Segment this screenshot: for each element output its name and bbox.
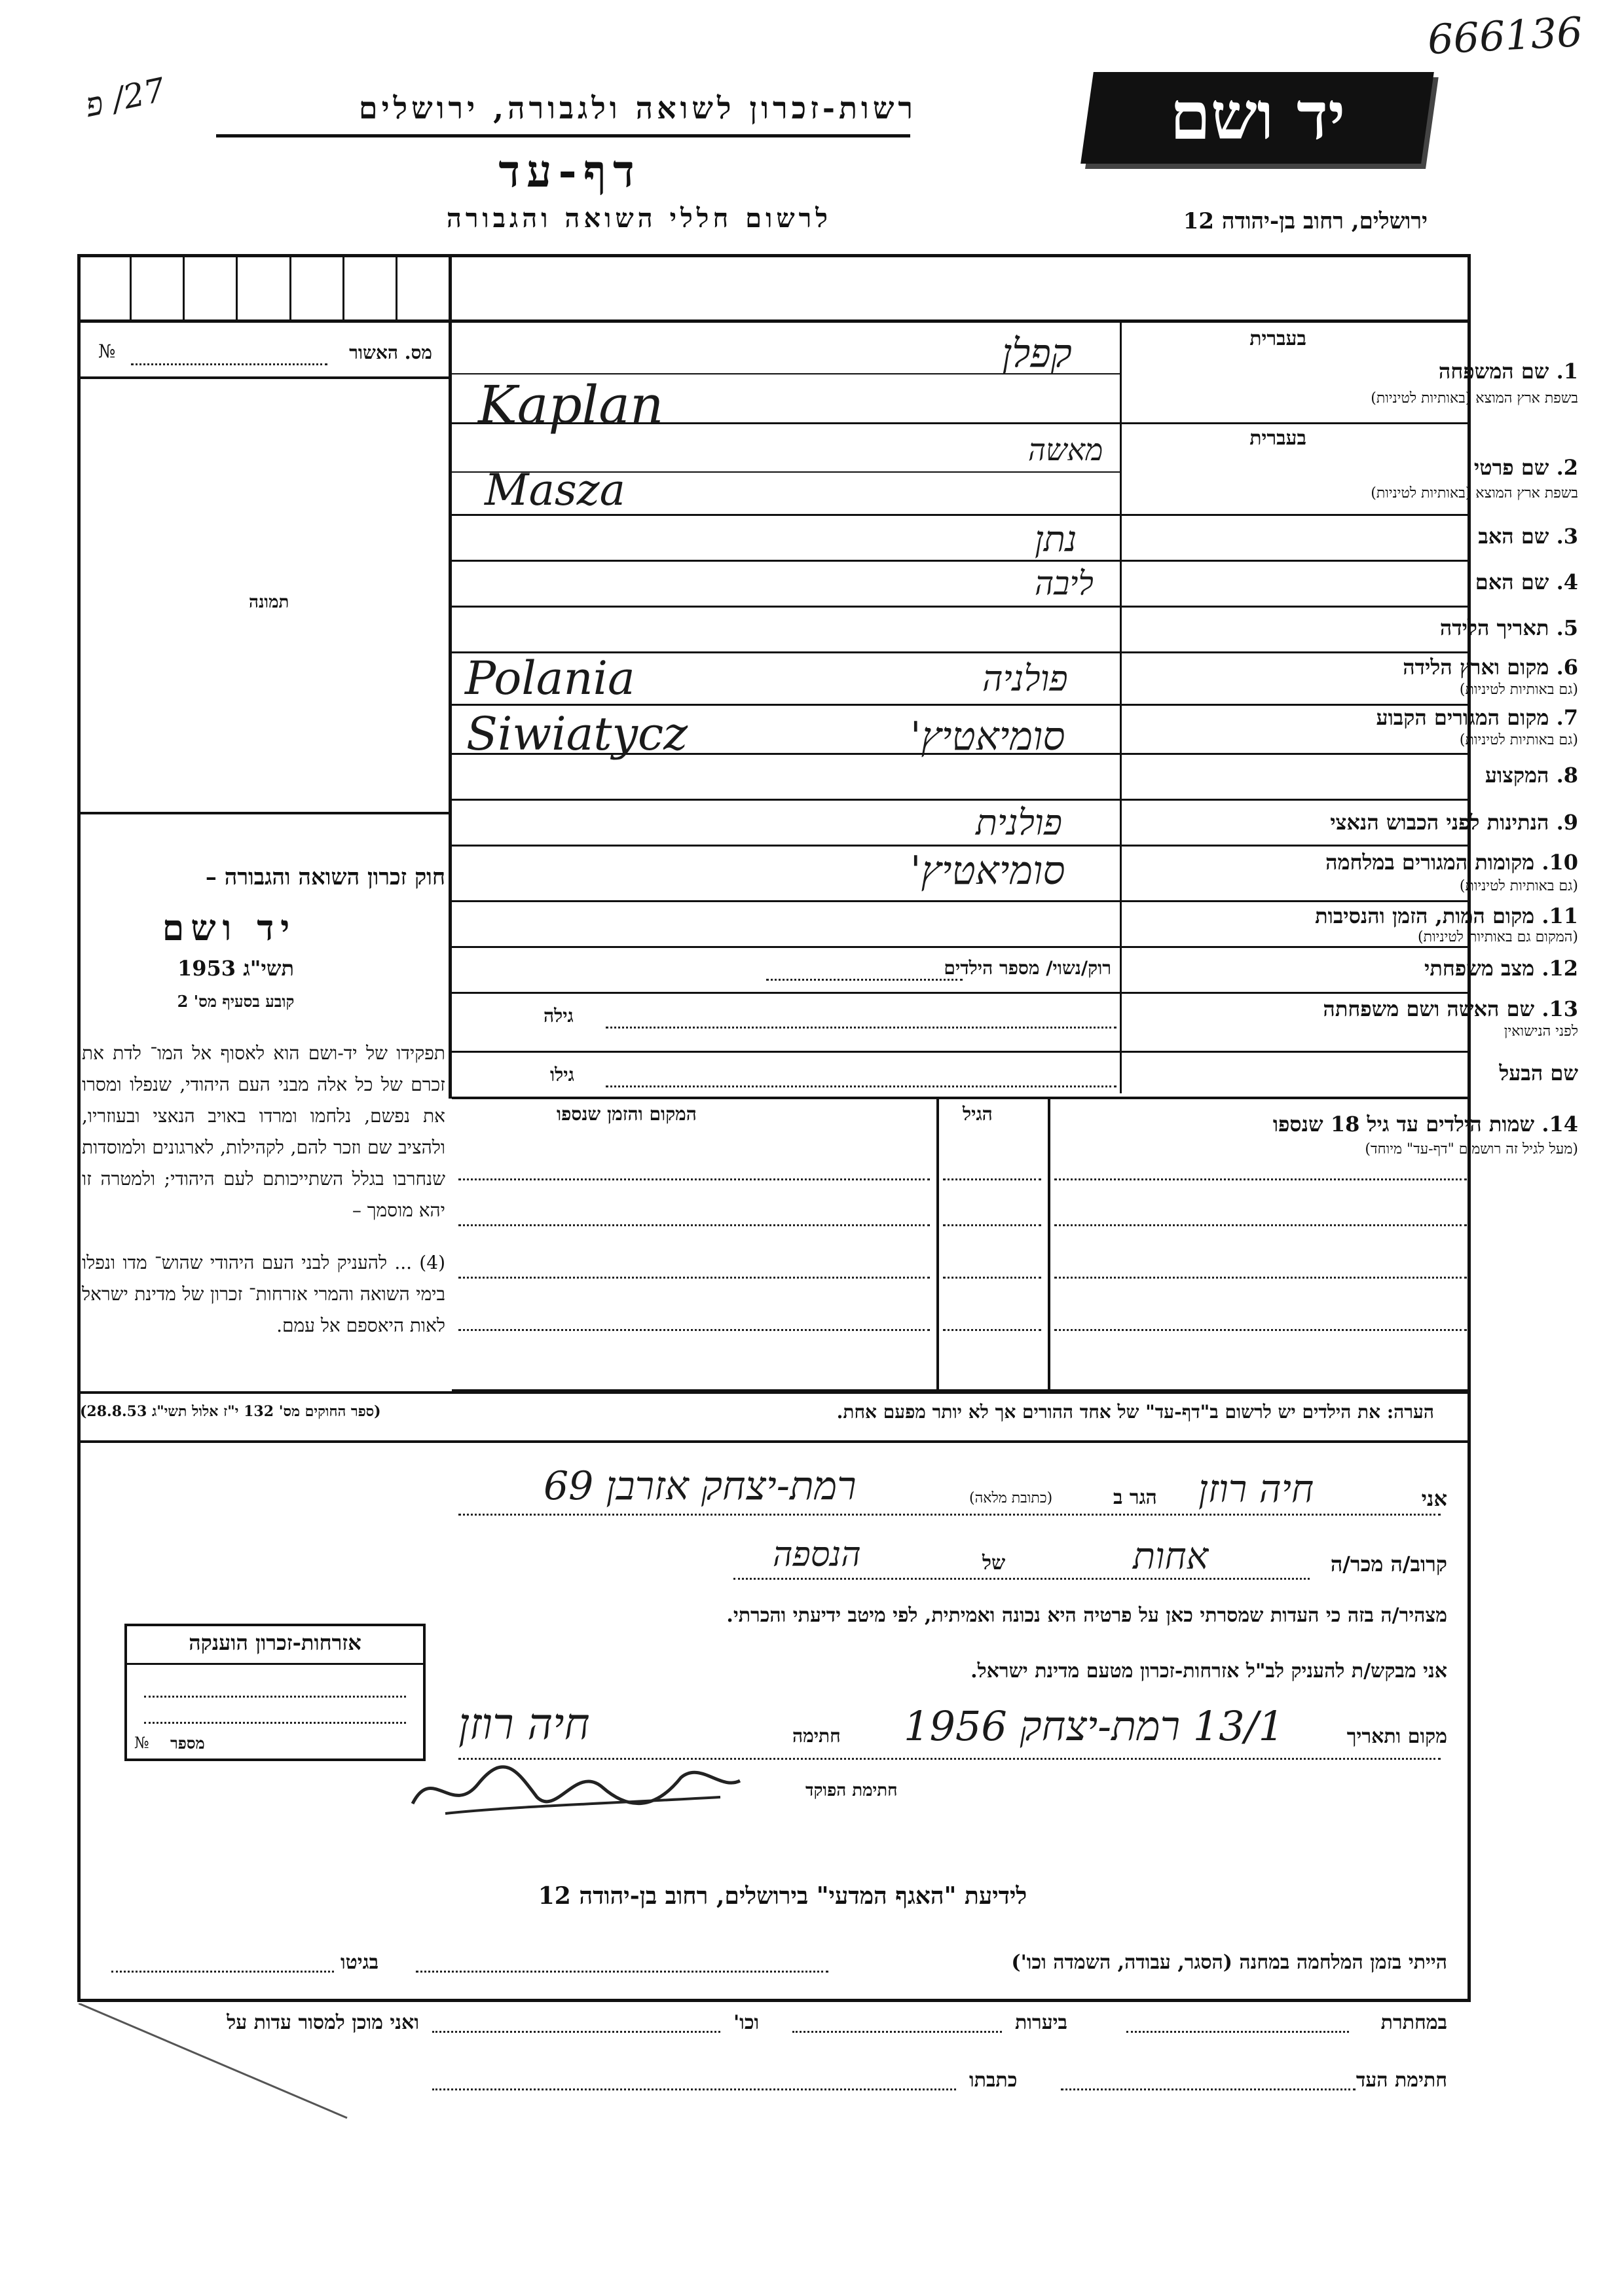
f13-num: 13. bbox=[1541, 996, 1578, 1021]
note-text: הערה: את הילדים יש לרשום ב"דף-עד" של אחד ההורים אך לא יותר מפעם אחת. bbox=[836, 1401, 1434, 1423]
decl-place-date-label: מקום ותאריך bbox=[1346, 1725, 1447, 1748]
children-col2 bbox=[936, 1099, 939, 1390]
row11-line bbox=[452, 946, 1471, 948]
children-row-3-age[interactable] bbox=[943, 1277, 1041, 1279]
f8-label-text: המקצוע bbox=[1485, 763, 1549, 788]
f12-value[interactable]: רוק/נשוי/ מספר הילדים bbox=[944, 957, 1111, 979]
witness-sig-field[interactable] bbox=[1061, 2088, 1356, 2090]
bottom-address-label: כתבתו bbox=[969, 2069, 1018, 2092]
f13-sub: לפני הנישואין bbox=[1504, 1023, 1578, 1040]
bottom-underground-label: במחתרת bbox=[1380, 2011, 1447, 2034]
bottom-witness-sig-label: חתימת העד bbox=[1356, 2069, 1447, 2092]
children-row-4-place[interactable] bbox=[458, 1329, 930, 1331]
f5-num: 5. bbox=[1556, 615, 1578, 640]
f13-label bbox=[1323, 996, 1578, 1021]
photo-label: תמונה bbox=[249, 592, 289, 612]
col-place-header: המקום והזמן שנספו bbox=[557, 1103, 697, 1125]
f2-sub: בשפת ארץ המוצא (באותיות לטיניות) bbox=[1371, 485, 1578, 501]
f6-label-text: מקום וארץ הלידה bbox=[1403, 655, 1549, 680]
officer-signature bbox=[406, 1751, 747, 1823]
children-row-1-age[interactable] bbox=[943, 1178, 1041, 1180]
bottom-camp-line: הייתי בזמן המלחמה במחנה (הסגר, עבודה, השמדה וכו') bbox=[1011, 1951, 1447, 1974]
row4-line bbox=[452, 606, 1471, 608]
f9-label-text: הנתינות לפני הכבוש הנאצי bbox=[1330, 810, 1549, 835]
citizenship-number-label: מספר bbox=[170, 1734, 205, 1753]
decl-place-date-value[interactable]: 13/1 רמת-יצחק 1956 bbox=[904, 1702, 1285, 1750]
archive-number: 666136 bbox=[1426, 7, 1584, 64]
citizenship-title-line bbox=[124, 1663, 426, 1665]
f1-hebrew-value[interactable]: קפלן bbox=[1002, 331, 1072, 376]
children-row-3-place[interactable] bbox=[458, 1277, 930, 1279]
f10-value[interactable]: סומיאטיץ' bbox=[910, 848, 1065, 894]
approval-no-sign: № bbox=[98, 340, 116, 362]
row-husband-line bbox=[452, 1097, 1471, 1099]
row9-line bbox=[452, 845, 1471, 847]
f12-label bbox=[1424, 956, 1578, 981]
f9-num: 9. bbox=[1556, 810, 1578, 835]
children-table-bottom bbox=[452, 1389, 1471, 1392]
etc-field[interactable] bbox=[432, 2031, 720, 2033]
f10-sub: (גם באותיות לטיניות) bbox=[1459, 878, 1578, 894]
authority-name: רשות-זכרון לשואה ולגבורה, ירושלים bbox=[358, 90, 917, 126]
f4-label-text: שם האם bbox=[1475, 570, 1549, 594]
bottom-etc-label: וכו' bbox=[733, 2011, 760, 2034]
decl-officer-label: חתימת הפוקד bbox=[805, 1781, 898, 1800]
children-col1 bbox=[1048, 1099, 1050, 1390]
f7-label bbox=[1376, 705, 1578, 730]
f1-label bbox=[1439, 359, 1578, 384]
f10-num: 10. bbox=[1541, 850, 1578, 875]
label-column-divider bbox=[1120, 321, 1122, 1093]
citizenship-no-sign: № bbox=[134, 1734, 149, 1752]
col-age-header: הגיל bbox=[963, 1103, 993, 1125]
f4-num: 4. bbox=[1556, 570, 1578, 594]
f4-label bbox=[1475, 570, 1578, 594]
f2-label-text: שם פרטי bbox=[1473, 455, 1549, 480]
f2-sub-top: בעברית bbox=[1249, 427, 1306, 450]
f9-value[interactable]: פולנית bbox=[976, 802, 1063, 843]
f4-value[interactable]: ליבה bbox=[1035, 564, 1094, 602]
photo-bottom-line bbox=[77, 812, 451, 814]
f7-hebrew-value[interactable]: סומיאטיץ' bbox=[910, 714, 1065, 759]
f5-label-text: תאריך הלידה bbox=[1439, 615, 1549, 640]
f3-num: 3. bbox=[1556, 524, 1578, 549]
law-title: חוק זכרון השואה והגבורה – bbox=[205, 864, 445, 890]
decl-name-value[interactable]: חיה רוזן bbox=[1198, 1467, 1314, 1511]
decl-statement: מצהיר/ה בזה כי העדות שמסרתי כאן על פרטיה היא נכונה ואמיתית, לפי מיטב ידיעתי והכרתי. bbox=[726, 1604, 1447, 1627]
photo-area bbox=[79, 379, 449, 811]
f11-label bbox=[1315, 903, 1578, 928]
f8-label bbox=[1485, 763, 1578, 788]
law-source: (ספר החוקים מס' 132 י"ז אלול תשי"ג 28.8.53) bbox=[80, 1403, 381, 1420]
f6-latin-value[interactable]: Polania bbox=[465, 651, 635, 705]
decl-request: אני מבקש/ת להעניק לב"ל אזרחות-זכרון מטעם מדינת ישראל. bbox=[970, 1660, 1447, 1683]
f2-latin-value[interactable]: Masza bbox=[485, 465, 625, 515]
authority-underline bbox=[216, 134, 910, 137]
camp-field[interactable] bbox=[416, 1971, 828, 1973]
f2-label bbox=[1474, 455, 1578, 480]
f7-num: 7. bbox=[1556, 705, 1578, 730]
decl-deceased-value[interactable]: הנספה bbox=[773, 1535, 861, 1575]
children-row-1-name[interactable] bbox=[1054, 1178, 1467, 1180]
children-row-4-name[interactable] bbox=[1054, 1329, 1467, 1331]
f6-hebrew-value[interactable]: פולניה bbox=[982, 658, 1068, 699]
law-text-2: (4) ... להעניק לבני העם היהודי שהוש־ מדו ונפלו בימי השואה והמרי אזרחות־ זכרון של מדינת ישראל לאות היאספם אל עמם. bbox=[82, 1252, 445, 1336]
f8-num: 8. bbox=[1556, 763, 1578, 788]
f11-label-text: מקום המות, הזמן והנסיבות bbox=[1315, 903, 1535, 928]
decl-line-1 bbox=[458, 1514, 1441, 1516]
decl-signature-label: חתימה bbox=[792, 1725, 841, 1747]
f12-num: 12. bbox=[1541, 956, 1578, 981]
decl-relation-value[interactable]: אחות bbox=[1133, 1535, 1209, 1578]
row12-line bbox=[452, 992, 1471, 994]
top-strip-divider bbox=[449, 254, 452, 1099]
f11-sub: (המקום גם באותיות לטיניות) bbox=[1418, 929, 1578, 945]
f1-latin-value[interactable]: Kaplan bbox=[478, 374, 664, 435]
f6-sub: (גם באותיות לטיניות) bbox=[1459, 682, 1578, 698]
f6-num: 6. bbox=[1556, 655, 1578, 680]
f14-sub: (מעל לגיל זה רושמים "דף-עד" מיוחד) bbox=[1365, 1141, 1578, 1157]
children-row-4-age[interactable] bbox=[943, 1329, 1041, 1331]
f14-num: 14. bbox=[1541, 1112, 1578, 1137]
f3-value[interactable]: נתן bbox=[1035, 519, 1077, 560]
citizenship-line-2[interactable] bbox=[144, 1722, 406, 1724]
scan-diagonal-line bbox=[79, 2003, 354, 2121]
f11-num: 11. bbox=[1541, 903, 1578, 928]
decl-i-label: אני bbox=[1421, 1486, 1447, 1511]
husband-dots bbox=[606, 1085, 1116, 1087]
f3-label bbox=[1478, 524, 1578, 549]
children-row-1-place[interactable] bbox=[458, 1178, 930, 1180]
bottom-ready-label: ואני מוכן למסור עדות על bbox=[227, 2011, 419, 2034]
decl-line-2 bbox=[733, 1578, 1310, 1580]
row10-line bbox=[452, 900, 1471, 902]
law-year: תשי"ג 1953 bbox=[177, 956, 294, 981]
husband-label: שם הבעל bbox=[1499, 1061, 1578, 1085]
row13-line bbox=[452, 1051, 1471, 1053]
f12-children-count[interactable] bbox=[766, 979, 963, 981]
husband-value[interactable]: גילו bbox=[550, 1064, 574, 1085]
f5-label bbox=[1440, 615, 1578, 640]
f10-label-text: מקומות המגורים במלחמה bbox=[1325, 850, 1535, 875]
row8-line bbox=[452, 799, 1471, 801]
decl-signature-value[interactable]: חיה רוזן bbox=[458, 1699, 590, 1749]
decl-of-label: של bbox=[982, 1552, 1006, 1575]
note-bottom-line bbox=[77, 1440, 1471, 1443]
law-text-1: תפקידו של יד-ושם הוא לאסוף אל המו־ לדת את זכרם של כל אלה מבני העם היהודי, שנפלו ומסרו את נפשם, נלחמו ומרדו באויב הנאצי ובעוזריו, ולהציב שם וזכר להם, לקהילות, לארגונים ולמוסדות שנחרבו בגלל השתייכותם לעם היהודי; ולמטרה זו יהא מוסמך – bbox=[82, 1042, 445, 1221]
children-row-2-name[interactable] bbox=[1054, 1224, 1467, 1226]
top-boxes bbox=[79, 257, 449, 319]
f7-label-text: מקום המגורים הקבוע bbox=[1376, 705, 1549, 730]
f1-label-text: שם המשפחה bbox=[1438, 359, 1549, 384]
f13-label-text: שם האשה ושם משפחתה bbox=[1323, 996, 1535, 1021]
law-clause: קובע בסעיף מס' 2 bbox=[177, 992, 295, 1011]
decl-resident-label: הגר ב bbox=[1113, 1486, 1157, 1509]
children-row-2-place[interactable] bbox=[458, 1224, 930, 1226]
citizenship-title: אזרחות-זכרון הוענקה bbox=[189, 1630, 361, 1655]
f10-label bbox=[1325, 850, 1578, 875]
citizenship-line-1[interactable] bbox=[144, 1696, 406, 1698]
f14-label-text: שמות הילדים עד גיל 18 שנספו bbox=[1272, 1112, 1535, 1137]
underground-field[interactable] bbox=[1126, 2031, 1349, 2033]
f14-label bbox=[1273, 1112, 1578, 1137]
bottom-ghetto-label: בגיטו bbox=[341, 1951, 379, 1974]
form-subtitle: לרשום חללי השואה והגבורה bbox=[446, 203, 832, 234]
f1-num: 1. bbox=[1556, 359, 1578, 384]
yad-vashem-logo bbox=[1080, 72, 1434, 164]
decl-address-sub: (כתובת מלאה) bbox=[969, 1490, 1053, 1506]
f3-label-text: שם האב bbox=[1478, 524, 1549, 549]
f2-hebrew-value[interactable]: מאשה bbox=[1028, 432, 1103, 467]
row3-line bbox=[452, 560, 1471, 562]
children-row-2-age[interactable] bbox=[943, 1224, 1041, 1226]
law-name: יד ושם bbox=[162, 907, 297, 949]
approval-label: מס. האשור bbox=[349, 342, 432, 363]
bottom-info-line: לידיעת "האגף המדעי" בירושלים, רחוב בן-יהודה 12 bbox=[538, 1882, 1027, 1910]
address: ירושלים, רחוב בן-יהודה 12 bbox=[1183, 208, 1428, 234]
forests-field[interactable] bbox=[792, 2031, 1002, 2033]
f7-sub: (גם באותיות לטיניות) bbox=[1459, 732, 1578, 748]
f12-label-text: מצב משפחתי bbox=[1424, 956, 1535, 981]
logo-text: יד ושם bbox=[1170, 77, 1346, 155]
f1-sub: בשפת ארץ המוצא (באותיות לטיניות) bbox=[1371, 390, 1578, 407]
address-field[interactable] bbox=[432, 2088, 956, 2090]
f9-label bbox=[1330, 810, 1578, 835]
f6-label bbox=[1403, 655, 1578, 680]
form-title: דף-עד bbox=[498, 145, 641, 198]
bottom-forests-label: ביערות bbox=[1015, 2011, 1068, 2034]
f13-value[interactable]: גילה bbox=[544, 1005, 574, 1027]
decl-relation-label: קרוב/ה מכר/ה bbox=[1330, 1552, 1447, 1576]
f1-sub-top: בעברית bbox=[1249, 327, 1306, 350]
f13-dots bbox=[606, 1027, 1116, 1029]
f7-latin-value[interactable]: Siwiatycz bbox=[466, 707, 688, 761]
top-strip-line bbox=[77, 319, 1471, 323]
f2-num: 2. bbox=[1556, 455, 1578, 480]
decl-address-value[interactable]: רמת-יצחק אזרבן 69 bbox=[544, 1463, 857, 1509]
ghetto-field[interactable] bbox=[111, 1971, 334, 1973]
corner-note: 27/ פ bbox=[82, 70, 169, 125]
approval-number-field[interactable] bbox=[131, 363, 327, 365]
children-row-3-name[interactable] bbox=[1054, 1277, 1467, 1279]
